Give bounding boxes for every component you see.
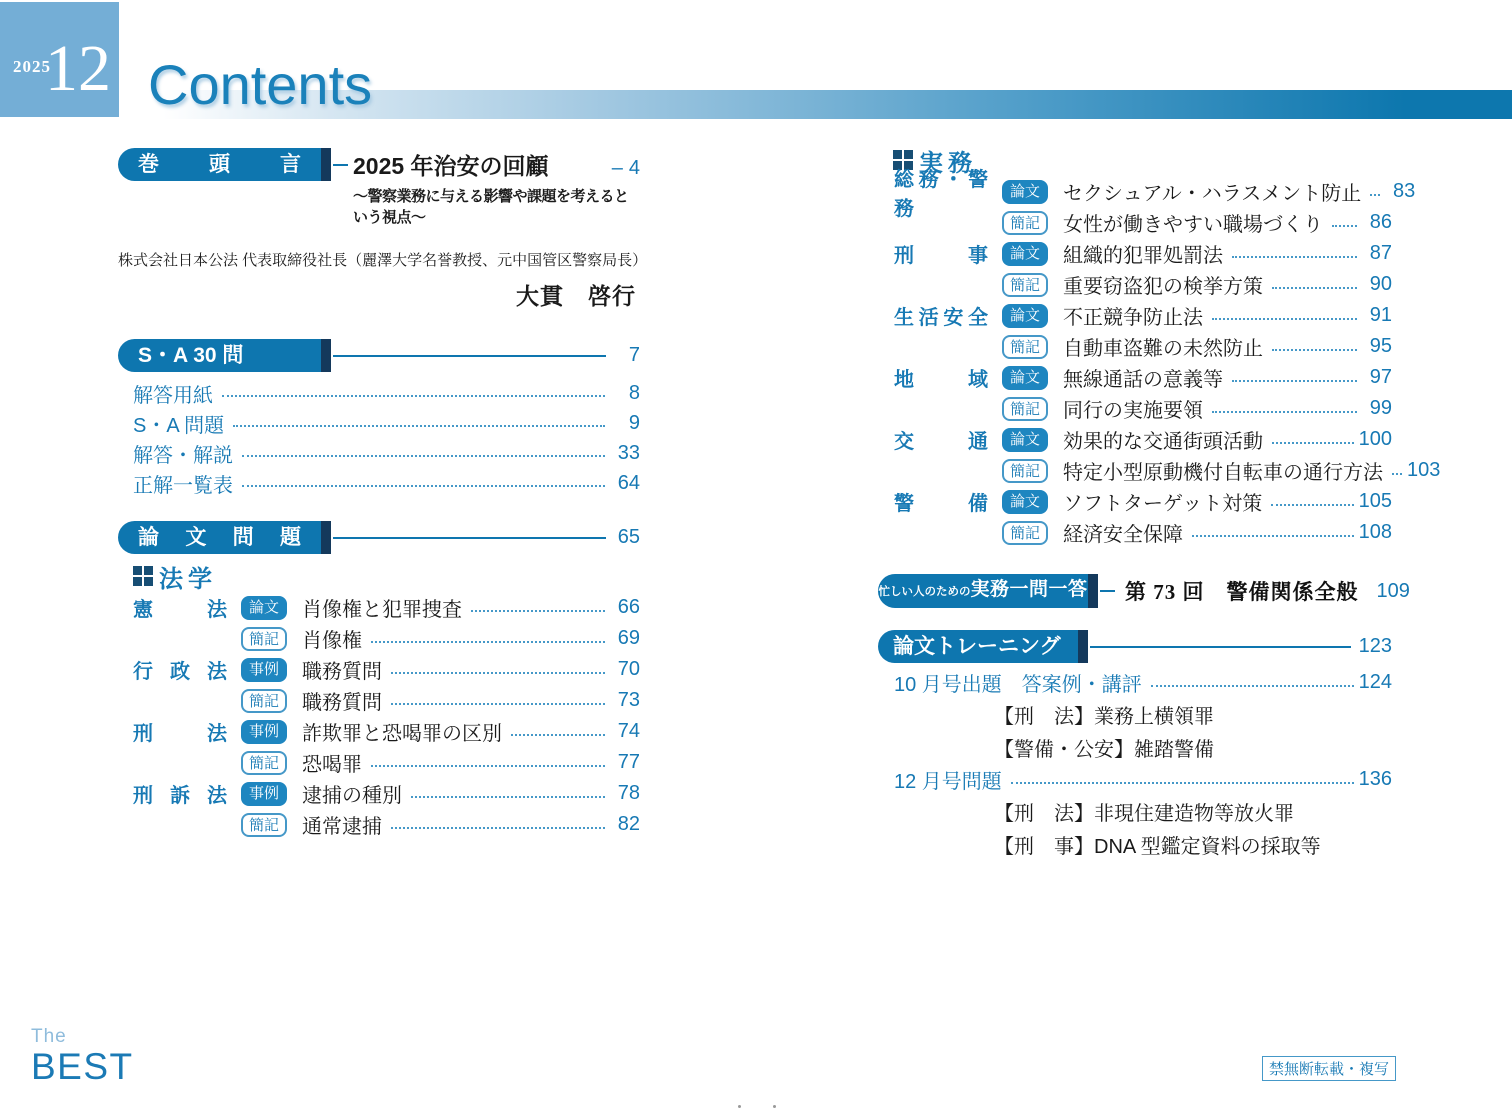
header-dark-bar xyxy=(1088,574,1098,608)
page-number: 90 xyxy=(1369,273,1392,295)
dotted-leader xyxy=(391,672,605,674)
toc-entry xyxy=(133,747,640,778)
dotted-leader xyxy=(1212,318,1357,320)
toc-entry xyxy=(894,238,1392,269)
section-header-kantogen xyxy=(118,148,321,181)
section-header-label: 論文トレーニング xyxy=(893,635,1061,658)
category-label: 刑訴法 xyxy=(133,785,227,807)
type-badge: 簡記 xyxy=(1002,459,1048,483)
lead-article-section xyxy=(118,148,640,227)
category-label: 交通 xyxy=(894,431,988,453)
dotted-leader xyxy=(1392,473,1402,475)
toc-entry-sub: 【刑 事】DNA 型鑑定資料の採取等 xyxy=(994,836,1321,858)
type-badge: 簡記 xyxy=(241,813,287,837)
connector-line xyxy=(1100,590,1115,592)
toc-entry xyxy=(894,424,1392,455)
issue-year: 2025 xyxy=(13,57,51,76)
page-number: 124 xyxy=(1358,671,1392,693)
dotted-leader xyxy=(242,455,605,457)
entry-title: 自動車盗難の未然防止 xyxy=(1063,338,1263,360)
dotted-leader xyxy=(371,765,605,767)
type-badge: 事例 xyxy=(241,658,287,682)
entry-title: 12 月号問題 xyxy=(894,771,1002,793)
entry-title: 組織的犯罪処罰法 xyxy=(1063,245,1223,267)
entry-title: 職務質問 xyxy=(302,661,382,683)
author-block xyxy=(118,249,648,311)
header-dark-bar xyxy=(321,148,331,181)
toc-entry xyxy=(133,592,640,623)
entry-title: S・A 問題 xyxy=(133,414,225,437)
page-number: 4 xyxy=(628,157,640,179)
magazine-logo xyxy=(31,1026,134,1085)
dotted-leader xyxy=(471,610,605,612)
entry-title: ソフトターゲット対策 xyxy=(1063,493,1263,515)
section-ronbun xyxy=(118,521,640,554)
type-badge: 事例 xyxy=(241,782,287,806)
type-badge: 論文 xyxy=(1002,304,1048,328)
page-number: 86 xyxy=(1369,211,1392,233)
connector-line xyxy=(333,355,606,357)
dotted-leader xyxy=(233,425,605,427)
entry-title: 不正競争防止法 xyxy=(1063,307,1203,329)
type-badge: 簡記 xyxy=(241,689,287,713)
toc-entry xyxy=(894,667,1392,698)
toc-entry xyxy=(894,300,1392,331)
page-number: 105 xyxy=(1358,490,1392,512)
author-name: 大貫 啓行 xyxy=(516,283,636,309)
entry-title: 重要窃盗犯の検挙方策 xyxy=(1063,276,1263,298)
header-dark-bar xyxy=(321,521,331,554)
page-number: 95 xyxy=(1369,335,1392,357)
dotted-leader xyxy=(1232,256,1357,258)
dotted-leader xyxy=(391,827,605,829)
dotted-leader xyxy=(1212,411,1357,413)
page-number: 87 xyxy=(1369,242,1392,264)
toc-entry-sub: 【警備・公安】雑踏警備 xyxy=(994,739,1214,761)
toc-entry-sub: 【刑 法】非現住建造物等放火罪 xyxy=(994,803,1294,825)
category-label: 刑事 xyxy=(894,245,988,267)
entry-title: 同行の実施要領 xyxy=(1063,400,1203,422)
entry-title: 詐欺罪と恐喝罪の区別 xyxy=(302,723,502,745)
right-column xyxy=(878,146,1441,861)
connector-line xyxy=(1090,646,1351,648)
dotted-leader xyxy=(242,485,605,487)
page-number: 70 xyxy=(617,658,640,680)
page-number: 33 xyxy=(617,441,640,464)
lead-article-info xyxy=(350,148,640,227)
type-badge: 簡記 xyxy=(1002,273,1048,297)
page-number: 66 xyxy=(617,596,640,618)
category-label: 総務・警務 xyxy=(894,168,988,220)
dotted-leader xyxy=(1272,287,1357,289)
page-number: 91 xyxy=(1369,304,1392,326)
page-number: 108 xyxy=(1358,521,1392,543)
toc-entry xyxy=(133,378,640,408)
group-label: 実務 xyxy=(919,149,977,177)
entry-title: 特定小型原動機付自転車の通行方法 xyxy=(1063,462,1383,484)
section-training xyxy=(878,630,1392,663)
author-affiliation: 株式会社日本公法 代表取締役社長（麗澤大学名誉教授、元中国管区警察局長） xyxy=(118,252,648,269)
toc-entry xyxy=(894,517,1392,548)
toc-entry xyxy=(133,809,640,840)
toc-entry xyxy=(894,269,1392,300)
connector-line xyxy=(333,164,348,166)
type-badge: 簡記 xyxy=(1002,335,1048,359)
page-number: 7 xyxy=(628,344,640,366)
connector-line xyxy=(333,537,606,539)
page-number: 69 xyxy=(617,627,640,649)
dotted-leader xyxy=(1151,685,1354,687)
category-label: 地域 xyxy=(894,369,988,391)
category-label: 警備 xyxy=(894,493,988,515)
sa30-list xyxy=(133,378,640,498)
dotted-leader xyxy=(1332,225,1357,227)
entry-title: 通常逮捕 xyxy=(302,816,382,838)
page-number: 73 xyxy=(617,689,640,711)
entry-title: セクシュアル・ハラスメント防止 xyxy=(1063,183,1362,205)
grid-icon xyxy=(133,566,153,586)
category-label: 刑法 xyxy=(133,723,227,745)
toc-entry xyxy=(133,654,640,685)
dotted-leader xyxy=(1011,782,1354,784)
section-header-label: 巻頭言 xyxy=(138,153,301,176)
entry-title: 効果的な交通街頭活動 xyxy=(1063,431,1263,453)
ichimon-banner xyxy=(878,574,1088,608)
category-label: 憲法 xyxy=(133,599,227,621)
toc-entry xyxy=(133,778,640,809)
toc-entry xyxy=(894,764,1392,795)
page-number: 136 xyxy=(1358,768,1392,790)
logo-best: BEST xyxy=(31,1046,134,1087)
type-badge: 論文 xyxy=(1002,180,1048,204)
type-badge: 簡記 xyxy=(241,751,287,775)
toc-entry-sub: 【刑 法】業務上横領罪 xyxy=(994,706,1214,728)
toc-entry xyxy=(894,486,1392,517)
page-number: 83 xyxy=(1392,180,1416,202)
section-header-training xyxy=(878,630,1078,663)
toc-entry xyxy=(894,168,1416,220)
page-number: 100 xyxy=(1358,428,1392,450)
section-header-sa30 xyxy=(118,339,321,372)
page-number: 8 xyxy=(628,381,640,404)
page-mark-dot xyxy=(773,1105,776,1108)
training-list xyxy=(894,667,1392,861)
entry-title: 職務質問 xyxy=(302,692,382,714)
toc-entry xyxy=(133,438,640,468)
page-number: 77 xyxy=(617,751,640,773)
type-badge: 簡記 xyxy=(1002,521,1048,545)
page-number: 123 xyxy=(1358,635,1392,657)
page-number: 82 xyxy=(617,813,640,835)
dotted-leader xyxy=(391,703,605,705)
entry-title: 10 月号出題 答案例・講評 xyxy=(894,674,1142,696)
type-badge: 論文 xyxy=(1002,428,1048,452)
lead-article-subtitle: ～警察業務に与える影響や課題を考えるという視点～ xyxy=(353,188,629,226)
type-badge: 簡記 xyxy=(241,627,287,651)
type-badge: 簡記 xyxy=(1002,397,1048,421)
type-badge: 論文 xyxy=(241,596,287,620)
header-dark-bar xyxy=(1078,630,1088,663)
page-mark-dot xyxy=(738,1105,741,1108)
page-number: 97 xyxy=(1369,366,1392,388)
entry-title: 恐喝罪 xyxy=(302,754,362,776)
page-number: 9 xyxy=(628,411,640,434)
page-number: 74 xyxy=(617,720,640,742)
left-column xyxy=(118,148,648,840)
toc-entry xyxy=(133,685,640,716)
copyright-stamp: 禁無断転載・複写 xyxy=(1262,1056,1396,1081)
ronbun-list xyxy=(133,592,640,840)
lead-article-title: 2025 年治安の回顧 xyxy=(353,153,549,179)
ichimon-title: 第 73 回 警備関係全般 xyxy=(1125,580,1359,604)
section-sa30 xyxy=(118,339,640,372)
banner-small-label: 忙しい人のための xyxy=(878,586,971,598)
toc-entry xyxy=(133,623,640,654)
logo-the: The xyxy=(31,1026,67,1047)
page-title: Contents xyxy=(148,53,373,116)
toc-entry xyxy=(894,331,1392,362)
type-badge: 論文 xyxy=(1002,242,1048,266)
entry-title: 解答・解説 xyxy=(133,444,233,467)
section-header-label: 論文問題 xyxy=(138,526,301,549)
toc-entry xyxy=(133,716,640,747)
type-badge: 論文 xyxy=(1002,366,1048,390)
entry-title: 逮捕の種別 xyxy=(302,785,402,807)
entry-title: 経済安全保障 xyxy=(1063,524,1183,546)
banner-large-label: 実務一問一答 xyxy=(970,579,1088,600)
dotted-leader xyxy=(1192,535,1354,537)
group-label: 法学 xyxy=(159,565,217,593)
toc-entry xyxy=(894,393,1392,424)
type-badge: 簡記 xyxy=(1002,211,1048,235)
page-number: 109 xyxy=(1376,579,1410,602)
page-number: 103 xyxy=(1407,459,1441,481)
section-header-label: S・A 30 問 xyxy=(138,344,244,367)
section-ichimon xyxy=(878,574,1410,608)
entry-title: 肖像権と犯罪捜査 xyxy=(302,599,462,621)
type-badge: 論文 xyxy=(1002,490,1048,514)
entry-title: 解答用紙 xyxy=(133,384,213,407)
page-number: 78 xyxy=(617,782,640,804)
category-label: 生活安全 xyxy=(894,307,988,329)
jitsumu-list xyxy=(894,168,1441,548)
page-number: 65 xyxy=(617,526,640,548)
page-dash: – xyxy=(611,157,623,179)
category-label: 行政法 xyxy=(133,661,227,683)
page-number: 99 xyxy=(1369,397,1392,419)
toc-entry xyxy=(133,468,640,498)
dotted-leader xyxy=(411,796,605,798)
dotted-leader xyxy=(371,641,605,643)
type-badge: 事例 xyxy=(241,720,287,744)
issue-box xyxy=(0,2,119,117)
entry-title: 正解一覧表 xyxy=(133,474,233,497)
dotted-leader xyxy=(511,734,605,736)
dotted-leader xyxy=(1272,349,1357,351)
header-dark-bar xyxy=(321,339,331,372)
toc-entry xyxy=(894,362,1392,393)
toc-entry xyxy=(894,455,1441,486)
group-heading-hogaku xyxy=(133,562,640,593)
dotted-leader xyxy=(1271,504,1353,506)
dotted-leader xyxy=(1272,442,1354,444)
entry-title: 女性が働きやすい職場づくり xyxy=(1063,214,1323,236)
dotted-leader xyxy=(1232,380,1357,382)
dotted-leader xyxy=(222,395,605,397)
toc-entry xyxy=(133,408,640,438)
entry-title: 無線通話の意義等 xyxy=(1063,369,1223,391)
section-header-ronbun xyxy=(118,521,321,554)
page-number: 64 xyxy=(617,471,640,494)
dotted-leader xyxy=(1370,194,1380,196)
issue-month: 12 xyxy=(45,32,111,105)
entry-title: 肖像権 xyxy=(302,630,362,652)
